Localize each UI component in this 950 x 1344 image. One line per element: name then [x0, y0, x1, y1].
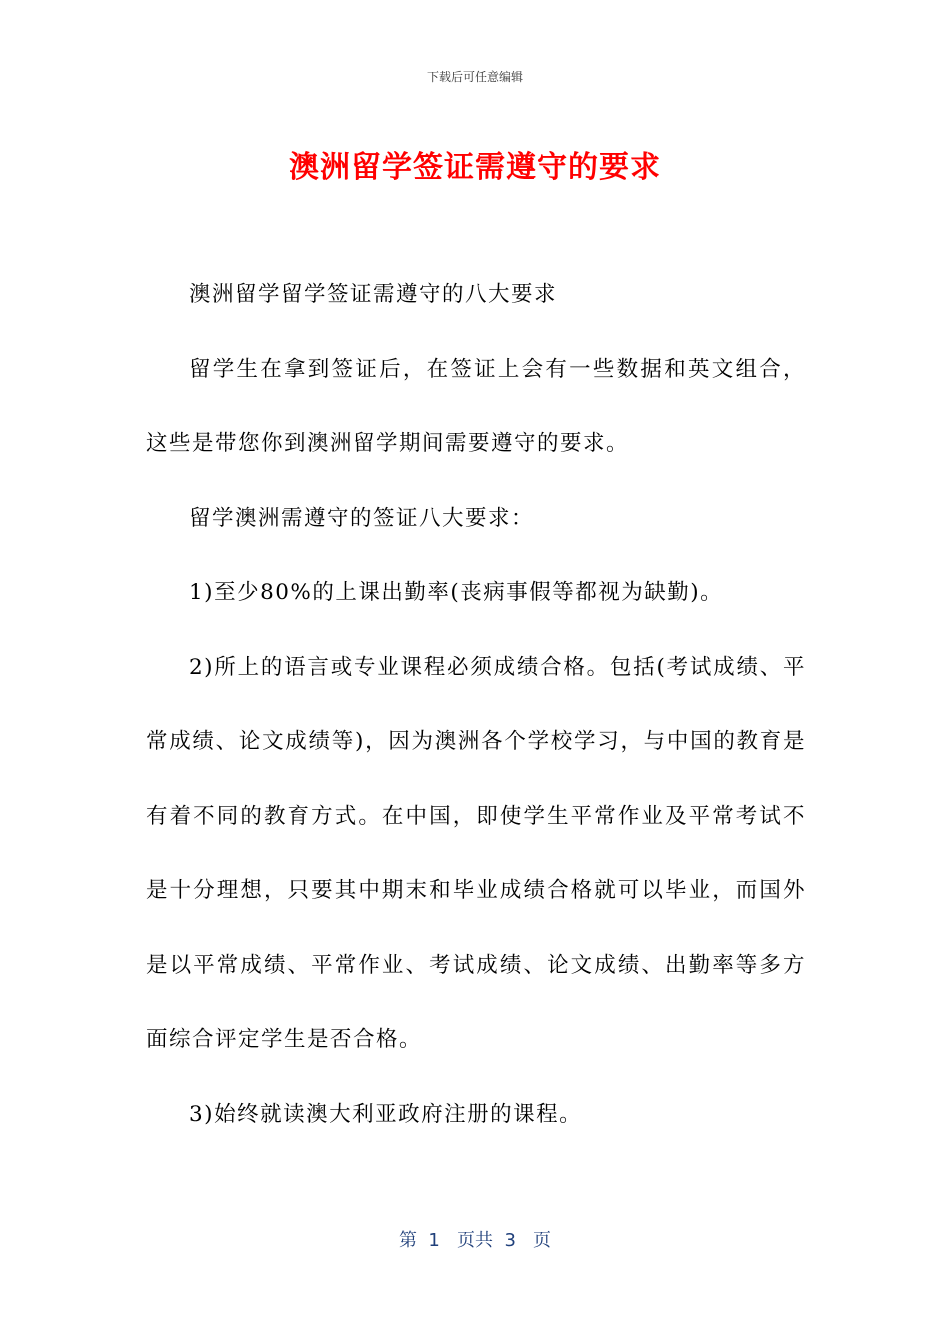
header-note: 下载后可任意编辑 [426, 70, 523, 84]
paragraph-4: 1)至少80%的上课出勤率(丧病事假等都视为缺勤)。 [189, 580, 724, 605]
paragraph-6: 3)始终就读澳大利亚政府注册的课程。 [189, 1101, 583, 1127]
document-title: 澳洲留学签证需遵守的要求 [289, 150, 661, 185]
paragraph-1: 澳洲留学留学签证需遵守的八大要求 [189, 282, 558, 307]
page-number-footer: 第 1 页共 3 页 [398, 1230, 552, 1251]
paragraph-3: 留学澳洲需遵守的签证八大要求： [189, 505, 535, 531]
paragraph-5: 2)所上的语言或专业课程必须成绩合格。包括(考试成绩、平常成绩、论文成绩等)，因为澳洲各个学校学习，与中国的教育是有着不同的教育方式。在中国，即使学生平常作业及平常考试不是十分理想，只要其中期末和毕业成绩合格就可以毕业，而国外是以平常成绩、平常作业、考试成绩、论文成绩、出勤率等多方面综合评定学生是否合格。 [146, 654, 806, 1052]
document-body [146, 258, 806, 1152]
paragraph-2: 留学生在拿到签证后，在签证上会有一些数据和英文组合，这些是带您你到澳洲留学期间需要遵守的要求。 [146, 356, 806, 456]
